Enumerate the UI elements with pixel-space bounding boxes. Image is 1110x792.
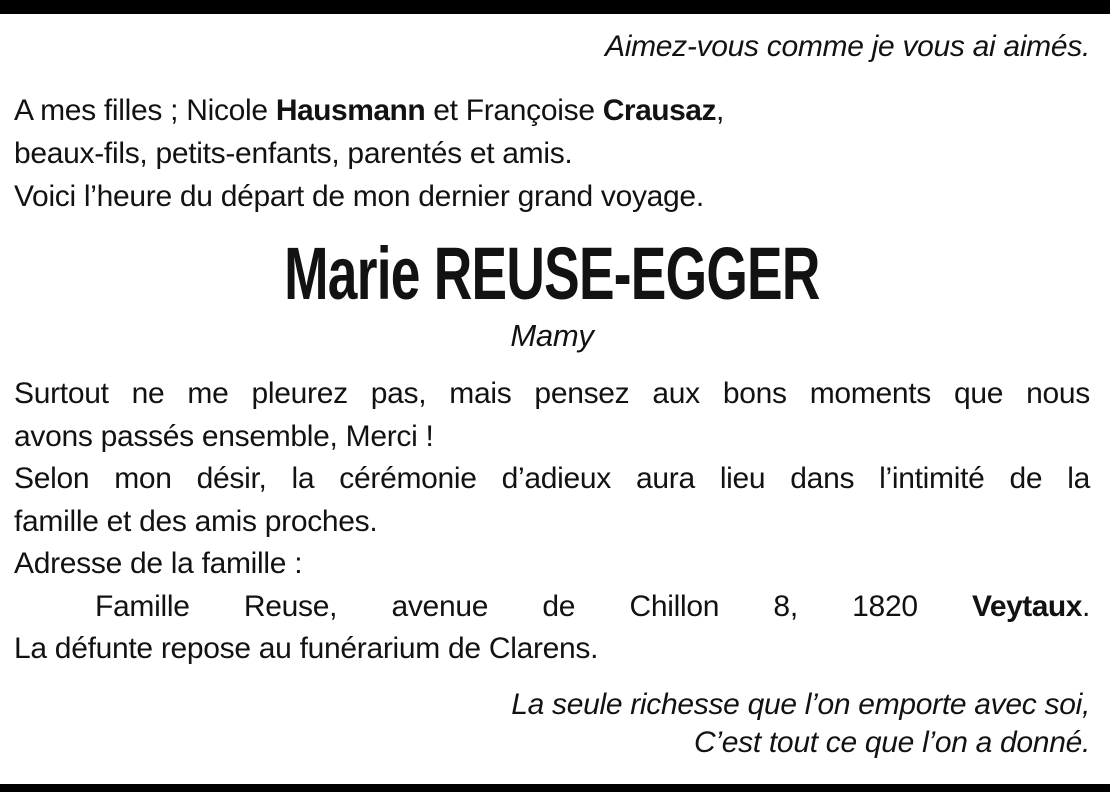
address-post-text: . (1081, 589, 1090, 623)
address-label: Adresse de la famille : (14, 547, 303, 580)
daughter-name-hausmann: Hausmann (275, 94, 426, 127)
salutation-line-3: Voici l’heure du départ de mon dernier grand voyage. (14, 180, 704, 213)
address-locality: Veytaux (972, 589, 1082, 623)
deceased-name-text: Marie REUSE-EGGER (284, 232, 820, 315)
salutation-post-text: , (715, 94, 725, 127)
daughter-name-crausaz: Crausaz (602, 94, 716, 127)
salutation-line-1 (14, 89, 1090, 132)
epigraph-quote: Aimez-vous comme je vous ai aimés. (605, 30, 1090, 63)
notice-content (0, 26, 1110, 762)
message-line-1: Surtout ne me pleurez pas, mais pensez aux bons moments que nous (14, 377, 1090, 410)
family-address-line (14, 586, 1090, 629)
address-pre-text: Famille Reuse, avenue de Chillon 8, 1820 (95, 589, 973, 623)
message-line-3: Selon mon désir, la cérémonie d’adieux aura lieu dans l’intimité de la (14, 462, 1090, 495)
salutation-block (14, 89, 1090, 218)
closing-quote-line-2: C’est tout ce que l’on a donné. (694, 725, 1090, 759)
message-block (14, 373, 1090, 671)
closing-quote-line-1: La seule richesse que l’on emporte avec soi, (511, 687, 1090, 721)
top-rule (0, 0, 1110, 14)
salutation-mid-text: et Françoise (425, 94, 603, 127)
salutation-line-2: beaux-fils, petits-enfants, parentés et amis. (14, 137, 573, 170)
deceased-name (14, 232, 1090, 315)
closing-quote-block (14, 686, 1090, 762)
repose-line: La défunte repose au funérarium de Clarens. (14, 632, 599, 665)
message-line-2: avons passés ensemble, Merci ! (14, 419, 434, 453)
deceased-nickname: Mamy (510, 318, 594, 353)
salutation-pre-text: A mes filles ; Nicole (14, 94, 276, 127)
message-line-4: famille et des amis proches. (14, 504, 378, 538)
bottom-rule (0, 784, 1110, 792)
